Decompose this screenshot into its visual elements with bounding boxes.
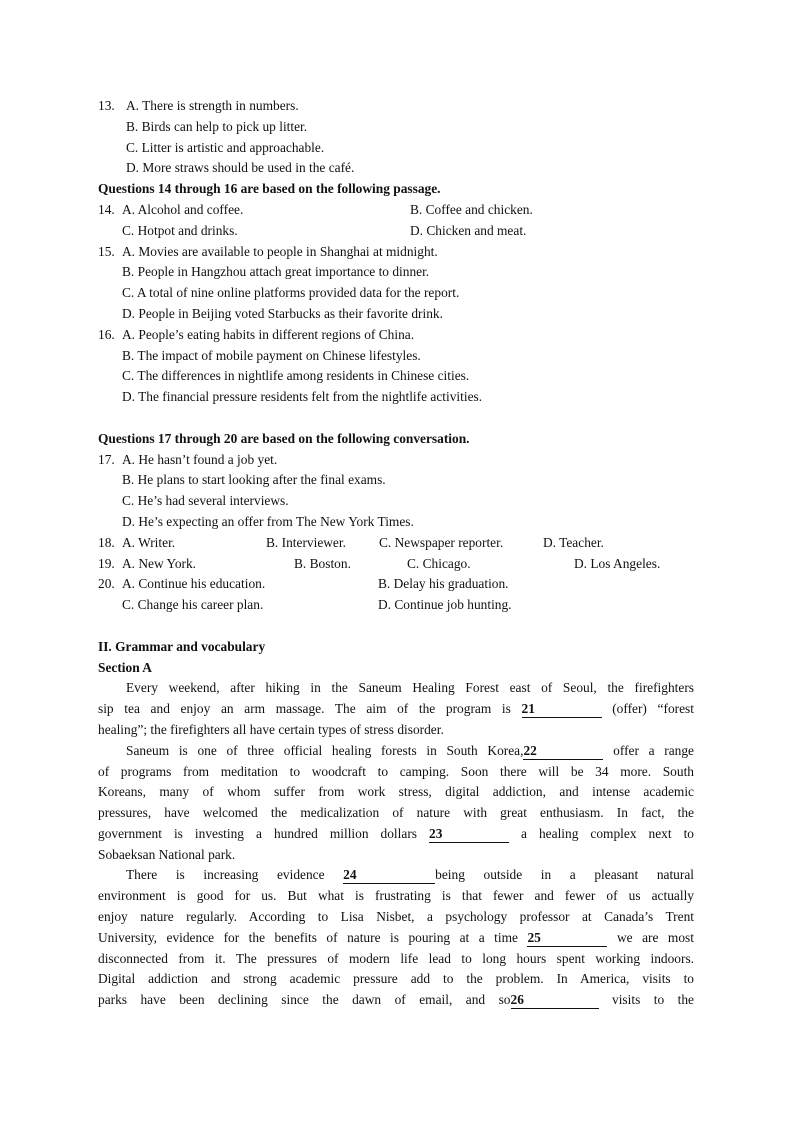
section-subtitle: Section A — [98, 659, 152, 675]
passage-line: Digital addiction and strong academic pressure add to the problem. In America, visits to — [98, 971, 694, 987]
passage-line — [98, 824, 694, 845]
question-17-option-c: C. He’s had several interviews. — [122, 493, 289, 509]
question-18-option-d: D. Teacher. — [543, 534, 604, 550]
question-17-option-b: B. He plans to start looking after the final exams. — [122, 472, 386, 488]
blank-26: 26 — [511, 992, 599, 1009]
question-13-a-line — [0, 96, 794, 117]
heading-questions-14-16: Questions 14 through 16 are based on the following passage. — [98, 181, 441, 197]
passage-line: of programs from meditation to woodcraft to camping. Soon there will be 34 more. South — [98, 763, 694, 779]
question-17-number: 17. — [98, 451, 115, 467]
question-18-number: 18. — [98, 534, 115, 550]
passage-line: enjoy nature regularly. According to Lisa Nisbet, a psychology professor at Canada’s Trent — [98, 909, 694, 925]
passage-line — [98, 699, 694, 720]
passage-line — [98, 865, 694, 886]
blank-24: 24 — [343, 867, 435, 884]
passage-line — [98, 990, 694, 1011]
heading-questions-17-20: Questions 17 through 20 are based on the following conversation. — [98, 430, 470, 446]
passage-text: government is investing a hundred million dollars — [98, 825, 417, 841]
passage-line: Koreans, many of whom suffer from work stress, digital addiction, and intense academic — [98, 784, 694, 800]
passage-text: we are most — [616, 929, 694, 945]
question-15-option-c: C. A total of nine online platforms provided data for the report. — [122, 285, 460, 301]
question-13-option-d: D. More straws should be used in the café. — [126, 160, 355, 176]
question-16-option-b: B. The impact of mobile payment on Chinese lifestyles. — [122, 347, 421, 363]
blank-23: 23 — [429, 826, 509, 843]
question-20-option-b: B. Delay his graduation. — [378, 576, 509, 592]
question-14-option-d: D. Chicken and meat. — [410, 222, 527, 238]
question-16-option-d: D. The financial pressure residents felt from the nightlife activities. — [122, 389, 483, 405]
question-14-option-b: B. Coffee and chicken. — [410, 201, 533, 217]
blank-25: 25 — [527, 930, 607, 947]
passage-text: a healing complex next to — [521, 825, 694, 841]
question-15-option-a: A. Movies are available to people in Shanghai at midnight. — [122, 243, 438, 259]
passage — [98, 678, 694, 1011]
question-19-option-a: A. New York. — [122, 555, 197, 571]
blank-21: 21 — [522, 701, 602, 718]
question-13-option-b: B. Birds can help to pick up litter. — [126, 118, 308, 134]
question-14-option-c: C. Hotpot and drinks. — [122, 222, 238, 238]
question-19-option-c: C. Chicago. — [407, 555, 471, 571]
question-13-number: 13. — [98, 98, 115, 113]
question-20-option-d: D. Continue job hunting. — [378, 597, 512, 613]
question-15-number: 15. — [98, 243, 115, 259]
question-16-option-c: C. The differences in nightlife among residents in Chinese cities. — [122, 368, 470, 384]
passage-line — [98, 741, 694, 762]
passage-line: environment is good for us. But what is frustrating is that fewer and fewer of us actually — [98, 888, 694, 904]
question-13-option-c: C. Litter is artistic and approachable. — [126, 139, 325, 155]
passage-text: parks have been declining since the dawn of email, and so — [98, 992, 511, 1008]
passage-text: sip tea and enjoy an arm massage. The aim of the program is — [98, 701, 511, 717]
question-18-option-a: A. Writer. — [122, 534, 176, 550]
question-20-number: 20. — [98, 576, 115, 592]
passage-text: There is increasing evidence — [126, 867, 325, 883]
question-17-option-d: D. He’s expecting an offer from The New York Times. — [122, 513, 414, 529]
question-15-option-d: D. People in Beijing voted Starbucks as their favorite drink. — [122, 305, 443, 321]
question-20-option-c: C. Change his career plan. — [122, 597, 264, 613]
passage-line — [98, 928, 694, 949]
question-15-option-b: B. People in Hangzhou attach great importance to dinner. — [122, 264, 430, 280]
passage-text: visits to the — [612, 992, 695, 1008]
passage-line: Sobaeksan National park. — [98, 846, 236, 862]
question-17-option-a: A. He hasn’t found a job yet. — [122, 451, 278, 467]
passage-line: disconnected from it. The pressures of modern life lead to long hours spent working indoors. — [98, 950, 694, 966]
question-14-number: 14. — [98, 201, 115, 217]
question-19-number: 19. — [98, 555, 115, 571]
blank-22: 22 — [523, 743, 603, 760]
question-19-option-d: D. Los Angeles. — [574, 555, 661, 571]
question-20-option-a: A. Continue his education. — [122, 576, 266, 592]
passage-text: being outside in a pleasant natural — [435, 867, 694, 883]
question-19-option-b: B. Boston. — [294, 555, 351, 571]
question-16-number: 16. — [98, 326, 115, 342]
question-14-option-a: A. Alcohol and coffee. — [122, 201, 244, 217]
exam-page — [0, 96, 794, 1011]
question-13-option-a: A. There is strength in numbers. — [126, 98, 299, 113]
passage-line: pressures, have welcomed the medicalization of nature with great enthusiasm. In fact, the — [98, 805, 694, 821]
passage-text: (offer) “forest — [612, 701, 694, 717]
passage-line: Every weekend, after hiking in the Saneum Healing Forest east of Seoul, the firefighters — [126, 680, 694, 696]
passage-text: University, evidence for the benefits of nature is pouring at a time — [98, 929, 518, 945]
question-18-option-c: C. Newspaper reporter. — [379, 534, 504, 550]
passage-text: Saneum is one of three official healing forests in South Korea, — [126, 742, 524, 758]
section-title: II. Grammar and vocabulary — [98, 638, 266, 654]
passage-text: offer a range — [613, 742, 695, 758]
passage-line: healing”; the firefighters all have certain types of stress disorder. — [98, 721, 444, 737]
question-16-option-a: A. People’s eating habits in different regions of China. — [122, 326, 415, 342]
question-18-option-b: B. Interviewer. — [266, 534, 346, 550]
